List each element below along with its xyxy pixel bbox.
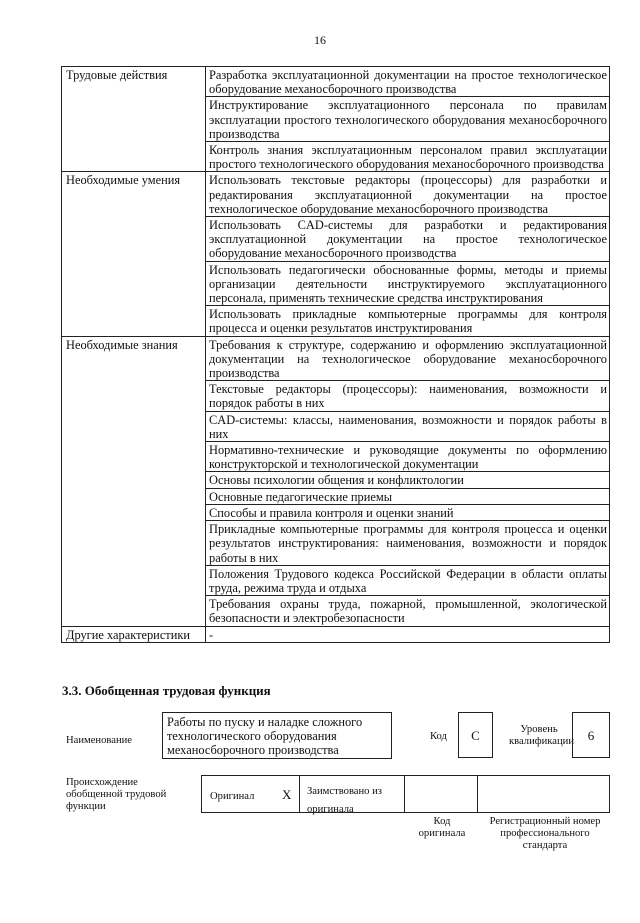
original-mark: X (282, 787, 292, 802)
table-row (62, 67, 610, 97)
row-item: Основные педагогические приемы (206, 488, 610, 504)
section-title: 3.3. Обобщенная трудовая функция (62, 683, 271, 698)
row-item: Способы и правила контроля и оценки знаний (206, 504, 610, 520)
level-label: Уровень квалификации (509, 724, 574, 747)
competency-table (61, 66, 610, 643)
code-original-label: Код оригинала (418, 816, 466, 839)
row-label: Другие характеристики (62, 626, 206, 642)
row-item: Использовать педагогически обоснованные формы, методы и приемы организации деятельности инструктируемого эксплуатационного персонала, применять технические средства инструктирования (206, 261, 610, 306)
row-label: Трудовые действия (62, 67, 206, 172)
name-label: Наименование (66, 735, 132, 746)
row-item: Инструктирование эксплуатационного персонала по правилам эксплуатации простого технологического оборудования механосборочного производства (206, 97, 610, 142)
reg-number-label: Регистрационный номер профессионального стандарта (489, 816, 601, 851)
borrowed-label: Заимствовано из оригинала (307, 786, 382, 815)
row-item: CAD-системы: классы, наименования, возможности и порядок работы в них (206, 411, 610, 441)
original-label: Оригинал (210, 791, 255, 802)
reg-number-cell (477, 775, 610, 813)
row-item: Использовать CAD-системы для разработки и редактирования эксплуатационной документации на простое технологическое оборудование механосборочного производства (206, 217, 610, 262)
code-original-cell (404, 775, 478, 813)
row-item: Нормативно-технические и руководящие документы по оформлению конструкторской и технологической документации (206, 442, 610, 472)
row-item: Контроль знания эксплуатационным персоналом правил эксплуатации простого технологического оборудования механосборочного производства (206, 142, 610, 172)
row-item: Требования к структуре, содержанию и оформлению эксплуатационной документации на технологическое оборудование механосборочного производства (206, 336, 610, 381)
code-label: Код (430, 731, 447, 742)
original-cell (201, 775, 300, 813)
table-row (62, 172, 610, 217)
table-row (62, 336, 610, 381)
page-number: 16 (314, 33, 326, 47)
borrowed-cell (299, 775, 405, 813)
code-value-box (458, 712, 493, 758)
row-item: Использовать текстовые редакторы (процессоры) для разработки и редактирования эксплуатационной документации на простое технологическое оборудование механосборочного производства (206, 172, 610, 217)
origin-label: Происхождение обобщенной трудовой функции (66, 777, 167, 812)
name-value: Работы по пуску и наладке сложного технологического оборудования механосборочного производства (167, 715, 363, 758)
row-item: Разработка эксплуатационной документации на простое технологическое оборудование механосборочного производства (206, 67, 610, 97)
row-item: Прикладные компьютерные программы для контроля процесса и оценки результатов инструктирования: наименования, возможности и порядок работы в них (206, 521, 610, 566)
row-item: Текстовые редакторы (процессоры): наименования, возможности и порядок работы в них (206, 381, 610, 411)
row-item: Положения Трудового кодекса Российской Федерации в области оплаты труда, режима труда и отдыха (206, 565, 610, 595)
row-label: Необходимые знания (62, 336, 206, 626)
row-item: - (206, 626, 610, 642)
row-item: Основы психологии общения и конфликтологии (206, 472, 610, 488)
row-label: Необходимые умения (62, 172, 206, 336)
code-value: C (471, 728, 480, 743)
name-value-box (162, 712, 392, 759)
level-value: 6 (587, 728, 595, 743)
table-row (62, 626, 610, 642)
row-item: Требования охраны труда, пожарной, промышленной, экологической безопасности и электробезопасности (206, 596, 610, 626)
level-value-box (572, 712, 610, 758)
row-item: Использовать прикладные компьютерные программы для контроля процесса и оценки результатов инструктирования (206, 306, 610, 336)
